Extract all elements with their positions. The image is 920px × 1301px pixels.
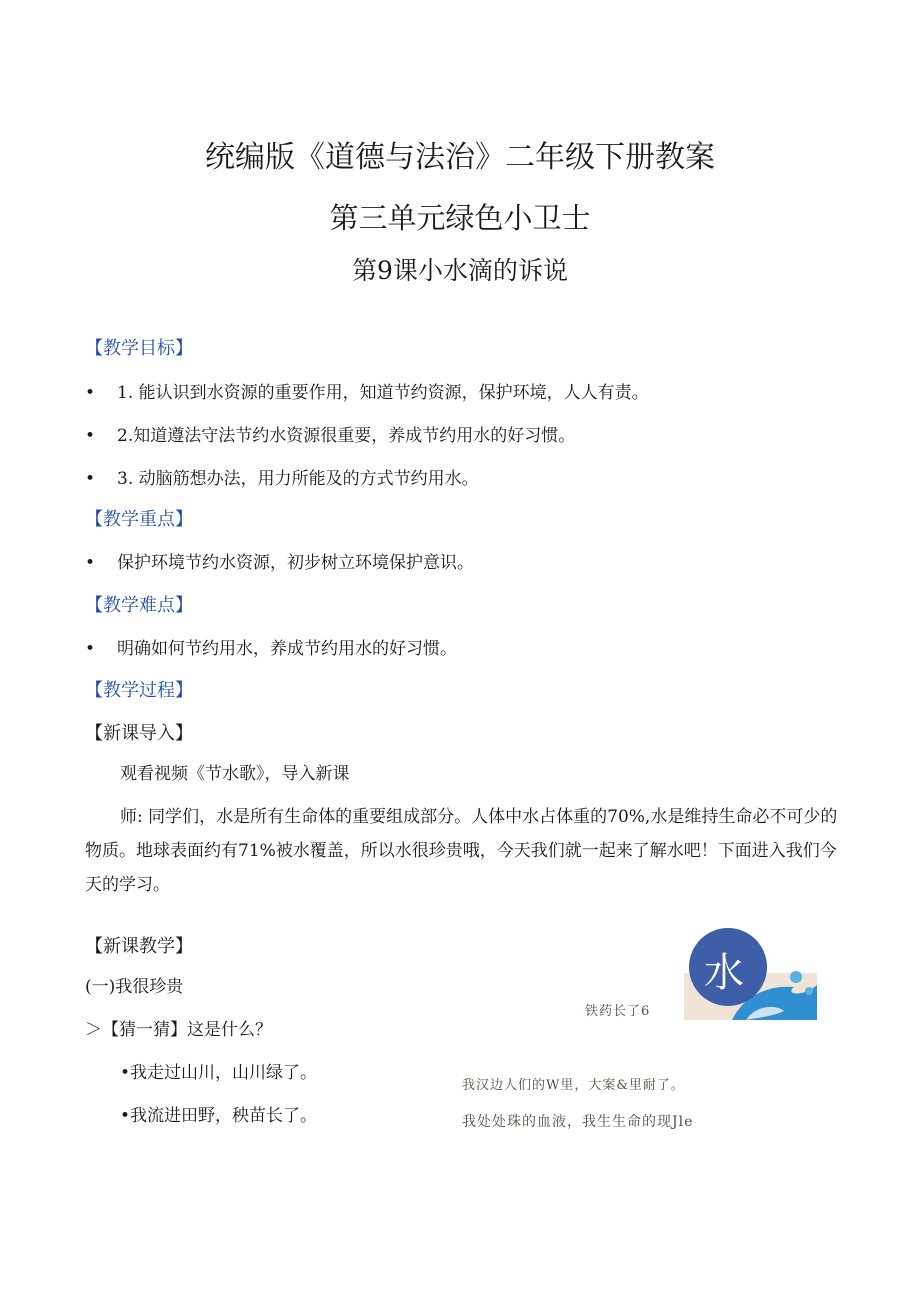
difficulties-heading: 【教学难点】 bbox=[85, 595, 193, 616]
unit-title: 第三单元绿色小卫士 bbox=[329, 201, 591, 235]
objective-text: 2.知道遵法守法节约水资源很重要，养成节约用水的好习惯。 bbox=[117, 426, 576, 446]
teaching-heading: 【新课教学】 bbox=[85, 936, 193, 957]
bullet-icon: • bbox=[85, 469, 96, 489]
objective-item bbox=[85, 421, 575, 446]
intro-line: 观看视频《节水歌》，导入新课 bbox=[120, 764, 350, 784]
document-title: 统编版《道德与法治》二年级下册教案 bbox=[205, 140, 715, 175]
bullet-icon: • bbox=[85, 426, 96, 446]
difficulty-item bbox=[85, 634, 457, 659]
water-illustration bbox=[684, 925, 817, 1020]
riddle-line: •我走过山川，山川绿了。 bbox=[120, 1063, 318, 1083]
figure-caption-bottom: 我处处珠的血液，我生生命的现Jle bbox=[462, 1114, 694, 1130]
key-point-item bbox=[85, 548, 474, 573]
figure-caption-mid: 我汉边人们的W里，大案&里耐了。 bbox=[462, 1078, 685, 1093]
bullet-icon: • bbox=[85, 639, 96, 659]
bullet-icon: • bbox=[85, 553, 96, 573]
bullet-icon: • bbox=[85, 383, 96, 403]
intro-heading: 【新课导入】 bbox=[85, 723, 193, 744]
figure-caption-top: 铁药长了6 bbox=[585, 1004, 651, 1019]
key-point-text: 保护环境节约水资源，初步树立环境保护意识。 bbox=[117, 553, 474, 573]
objective-item bbox=[85, 378, 649, 403]
objective-item bbox=[85, 464, 479, 489]
water-glyph: 水 bbox=[704, 950, 744, 996]
section-heading: (一)我很珍贵 bbox=[85, 977, 184, 997]
teacher-paragraph: 师: 同学们，水是所有生命体的重要组成部分。人体中水占体重的70%,水是维持生命必不可少的物质。地球表面约有71%被水覆盖，所以水很珍贵哦，今天我们就一起来了解水吧！下面进入我们今天的学习。 bbox=[85, 807, 838, 895]
key-points-heading: 【教学重点】 bbox=[85, 509, 193, 530]
objective-text: 3. 动脑筋想办法，用力所能及的方式节约用水。 bbox=[117, 469, 479, 489]
objectives-heading: 【教学目标】 bbox=[85, 338, 193, 359]
difficulty-text: 明确如何节约用水，养成节约用水的好习惯。 bbox=[117, 639, 457, 659]
objective-text: 1. 能认识到水资源的重要作用，知道节约资源，保护环境，人人有责。 bbox=[117, 383, 649, 403]
guess-prompt: ＞【猜一猜】这是什么？ bbox=[85, 1020, 272, 1040]
process-heading: 【教学过程】 bbox=[85, 680, 193, 701]
lesson-title: 第9课小水滴的诉说 bbox=[352, 256, 568, 285]
riddle-line: •我流进田野，秧苗长了。 bbox=[120, 1106, 318, 1126]
